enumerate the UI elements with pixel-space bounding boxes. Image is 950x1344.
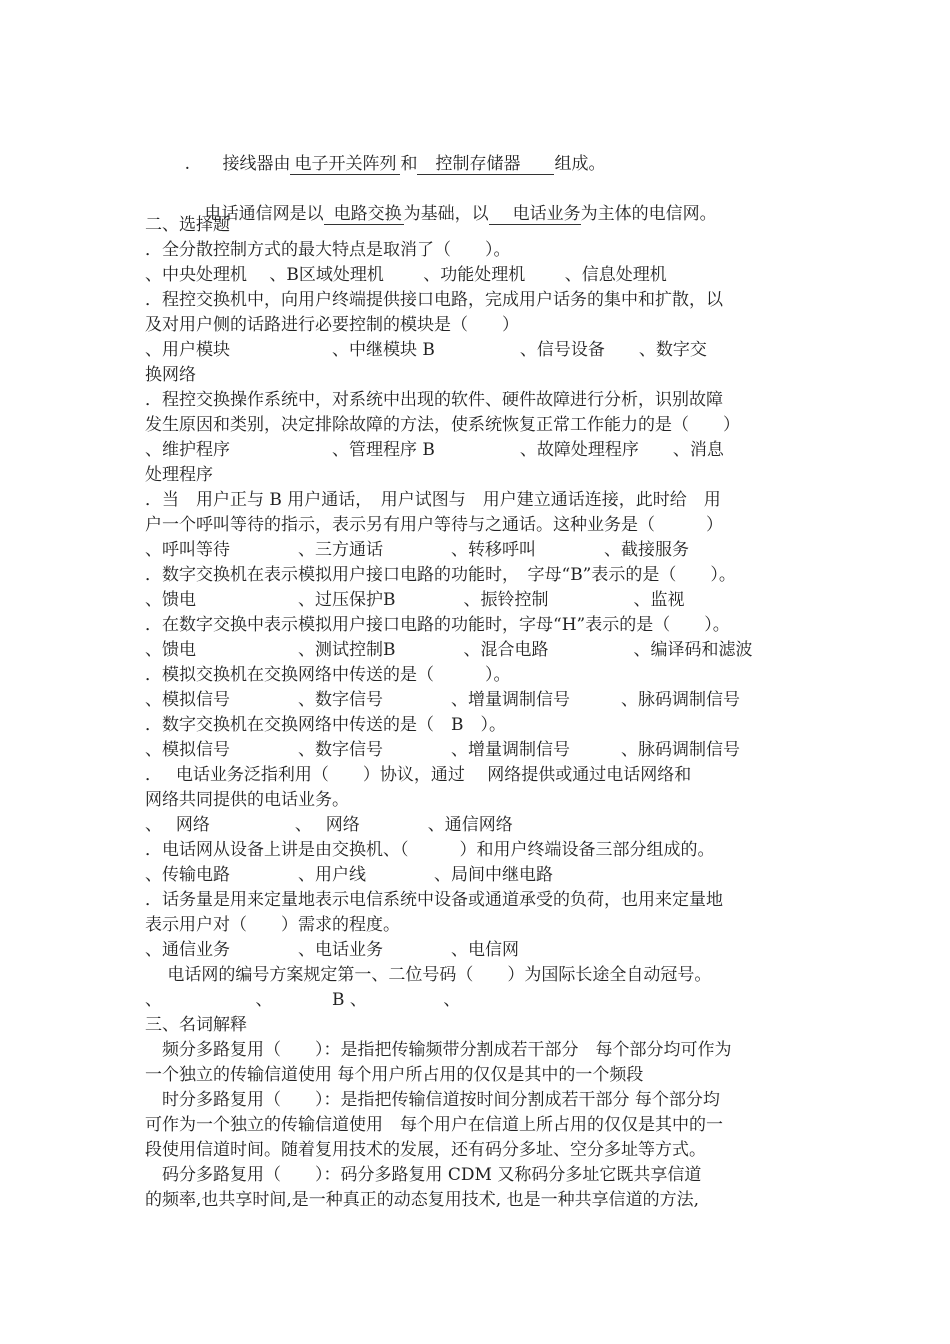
options-line: 、 、 B 、 、 (145, 990, 461, 1010)
section-heading: 三、名词解释 (145, 1015, 247, 1035)
question-line: ．模拟交换机在交换网络中传送的是（ ）。 (145, 665, 511, 685)
question-line: 及对用户侧的话路进行必要控制的模块是（ ） (145, 315, 519, 335)
question-line: 发生原因和类别，决定排除故障的方法，使系统恢复正常工作能力的是（ ） (145, 415, 740, 435)
section-heading: 二、选择题 (145, 215, 230, 235)
options-line: 、 网络 、 网络 、通信网络 (145, 815, 513, 835)
options-line: 换网络 (145, 365, 196, 385)
question-text: 为基础，以 (403, 204, 489, 224)
options-line: 、馈电 、过压保护B 、振铃控制 、监视 (145, 590, 685, 610)
definition-line: 码分多路复用（ ）：码分多路复用 CDM 又称码分多址它既共享信道 (145, 1165, 702, 1185)
answer-blank: 电话业务 (489, 204, 581, 225)
options-line: 、模拟信号 、数字信号 、增量调制信号 、脉码调制信号 (145, 740, 740, 760)
question-line: ．数字交换机在交换网络中传送的是（ B ）。 (145, 715, 506, 735)
question-line: ． 电话业务泛指利用（ ）协议，通过 网络提供或通过电话网络和 (145, 765, 692, 785)
options-line: 、传输电路 、用户线 、局间中继电路 (145, 865, 553, 885)
question-line: ．程控交换机中，向用户终端提供接口电路，完成用户话务的集中和扩散，以 (145, 290, 723, 310)
question-line: ．电话网从设备上讲是由交换机、（ ）和用户终端设备三部分组成的。 (145, 840, 715, 860)
options-line: 、呼叫等待 、三方通话 、转移呼叫 、截接服务 (145, 540, 689, 560)
question-text: 接线器由 (222, 154, 291, 174)
options-line: 、维护程序 、管理程序 B 、故障处理程序 、消息 (145, 440, 724, 460)
answer-blank: 电路交换 (324, 204, 404, 225)
options-line: 、模拟信号 、数字信号 、增量调制信号 、脉码调制信号 (145, 690, 740, 710)
question-line: 户一个呼叫等待的指示，表示另有用户等待与之通话。这种业务是（ ） (145, 515, 723, 535)
options-line: 处理程序 (145, 465, 213, 485)
options-line: 、中央处理机 、B区域处理机 、功能处理机 、信息处理机 (145, 265, 667, 285)
question-text: 电话通信网是以 (204, 204, 324, 224)
question-text: 组成。 (554, 154, 606, 174)
question-line: ．当 用户正与 B 用户通话， 用户试图与 用户建立通话连接，此时给 用 (145, 490, 721, 510)
question-line: ．数字交换机在表示模拟用户接口电路的功能时， 字母“B”表示的是（ ）。 (145, 565, 736, 585)
item-number: . (184, 154, 191, 174)
answer-blank: 控制存储器 (417, 154, 554, 175)
answer-blank: 电子开关阵列 (290, 154, 400, 175)
question-line: ．程控交换操作系统中，对系统中出现的软件、硬件故障进行分析，识别故障 (145, 390, 723, 410)
question-line: 网络共同提供的电话业务。 (145, 790, 349, 810)
definition-line: 时分多路复用（ ）：是指把传输信道按时间分割成若干部分 每个部分均 (145, 1090, 720, 1110)
definition-line: 的频率,也共享时间,是一种真正的动态复用技术, 也是一种共享信道的方法, (145, 1190, 700, 1210)
definition-line: 可作为一个独立的传输信道使用 每个用户在信道上所占用的仅仅是其中的一 (145, 1115, 723, 1135)
definition-line: 一个独立的传输信道使用 每个用户所占用的仅仅是其中的一个频段 (145, 1065, 644, 1085)
definition-line: 段使用信道时间。随着复用技术的发展，还有码分多址、空分多址等方式。 (145, 1140, 706, 1160)
question-line: ．全分散控制方式的最大特点是取消了（ ）。 (145, 240, 511, 260)
question-line: ．话务量是用来定量地表示电信系统中设备或通道承受的负荷，也用来定量地 (145, 890, 723, 910)
question-line: 电话网的编号方案规定第一、二位号码（ ）为国际长途全自动冠号。 (145, 965, 712, 985)
options-line: 、用户模块 、中继模块 B 、信号设备 、数字交 (145, 340, 707, 360)
options-line: 、馈电 、测试控制B 、混合电路 、编译码和滤波 (145, 640, 753, 660)
question-line: 表示用户对（ ）需求的程度。 (145, 915, 400, 935)
definition-line: 频分多路复用（ ）：是指把传输频带分割成若干部分 每个部分均可作为 (145, 1040, 732, 1060)
question-text: 和 (400, 154, 418, 174)
question-text: 为主体的电信网。 (580, 204, 717, 224)
options-line: 、通信业务 、电话业务 、电信网 (145, 940, 519, 960)
question-line: ．在数字交换中表示模拟用户接口电路的功能时，字母“H”表示的是（ ）。 (145, 615, 730, 635)
